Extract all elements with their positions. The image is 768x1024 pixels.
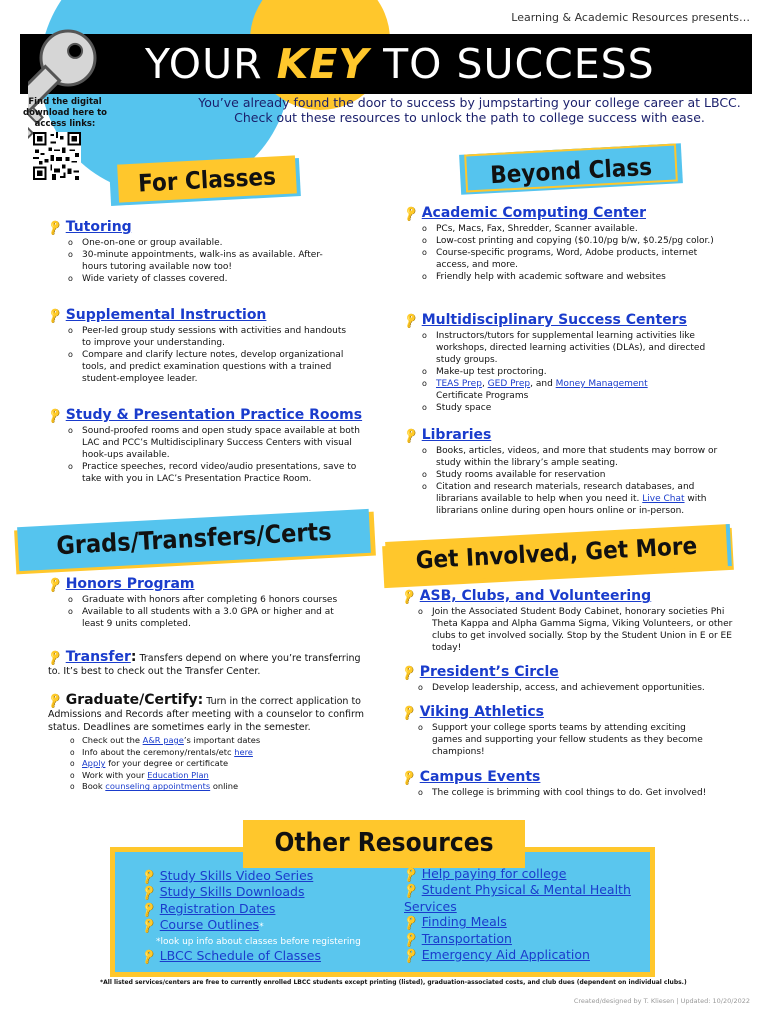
credit-line: Created/designed by T. Kliesen | Updated: 10/20/2022	[573, 997, 750, 1005]
key-bullet-icon: 🔑	[401, 930, 420, 949]
section-header-grads: Grads/Transfers/Certs	[17, 509, 371, 571]
key-bullet-icon: 🔑	[401, 881, 420, 900]
list-item: o Info about the ceremony/rentals/etc here	[68, 747, 368, 759]
ceremony-here-link[interactable]: here	[234, 746, 253, 757]
key-bullet-icon: 🔑	[45, 648, 65, 667]
libraries-block	[401, 424, 744, 517]
list-item: o Books, articles, videos, and more that students may borrow or study within the library’s ample seating.	[420, 445, 720, 469]
find-digital-download: Find the digital download here to access links:	[23, 97, 107, 129]
list-item: o Join the Associated Student Body Cabinet, honorary societies Phi Theta Kappa and Alpha Gamma Sigma, Viking Volunteers, or other clubs to get involved socially. Stop by the Student Union in E or EE today!	[416, 606, 736, 654]
key-bullet-icon: 🔑	[45, 218, 65, 237]
honors-program-link[interactable]: Honors Program	[65, 576, 195, 592]
transfer-link[interactable]: Transfer	[65, 649, 131, 665]
tutoring-block	[45, 216, 348, 285]
list-item: o One-on-one or group available.	[66, 237, 348, 249]
list-item: o Make-up test proctoring.	[420, 366, 720, 378]
acc-block	[401, 202, 734, 283]
ged-prep-link[interactable]: GED Prep	[487, 379, 531, 389]
course-outlines-link[interactable]: Course Outlines	[159, 917, 260, 933]
list-item: o Course-specific programs, Word, Adobe products, internet access, and more.	[420, 247, 720, 271]
key-bullet-icon: 🔑	[139, 900, 158, 919]
list-item: o Work with your Education Plan	[68, 770, 368, 782]
list-item: o Practice speeches, record video/audio presentations, save to take with you in LAC’s Presentation Practice Room.	[66, 461, 366, 485]
footer-note: *All listed services/centers are free to currently enrolled LBCC students except printing (listed), graduation-associated costs, and club dues (dependent on individual clubs.)	[100, 979, 687, 986]
list-item: o Study space	[420, 402, 720, 414]
transfer-block: 🔑 Transfer: Transfers depend on where you’re transferring to. It’s best to check out the Transfer Center.	[45, 648, 361, 677]
list-item: o PCs, Macs, Fax, Shredder, Scanner available.	[420, 223, 720, 235]
list-item: o Check out the A&R page’s important dates	[68, 735, 368, 747]
campus-events-link[interactable]: Campus Events	[419, 769, 541, 785]
graduate-certify-title: Graduate/Certify:	[65, 692, 204, 708]
academic-computing-center-link[interactable]: Academic Computing Center	[421, 205, 647, 221]
ar-page-link[interactable]: A&R page	[142, 735, 184, 745]
registration-note: *look up info about classes before registering	[156, 936, 361, 947]
list-item: o Develop leadership, access, and achievement opportunities.	[416, 682, 736, 694]
qr-code[interactable]	[32, 132, 82, 180]
list-item: o The college is brimming with cool things to do. Get involved!	[416, 787, 736, 799]
key-bullet-icon: 🔑	[401, 311, 421, 330]
finding-meals-link[interactable]: Finding Meals	[421, 914, 507, 930]
supplemental-instruction-link[interactable]: Supplemental Instruction	[65, 307, 267, 323]
physical-mental-health-link[interactable]: Student Physical & Mental Health Services	[404, 882, 631, 914]
study-rooms-block	[45, 404, 378, 485]
asb-clubs-link[interactable]: ASB, Clubs, and Volunteering	[419, 588, 652, 604]
list-item: o Citation and research materials, research databases, and librarians available to help when you need it. Live Chat with librarians online during open hours online or in-person.	[420, 481, 720, 517]
list-item: o Book counseling appointments online	[68, 781, 368, 793]
live-chat-link[interactable]: Live Chat	[642, 494, 685, 504]
list-item: o 30-minute appointments, walk-ins as available. After-hours tutoring available now too!	[66, 249, 348, 273]
presidents-circle-link[interactable]: President’s Circle	[419, 664, 559, 680]
page-title: YOUR KEY TO SUCCESS	[145, 40, 655, 88]
list-item: o TEAS Prep, GED Prep, and Money Management Certificate Programs	[420, 378, 720, 402]
list-item: o Low-cost printing and copying ($0.10/pg b/w, $0.25/pg color.)	[420, 235, 720, 247]
key-bullet-icon: 🔑	[401, 913, 420, 932]
other-resources-left: 🔑 Study Skills Video Series 🔑 Study Skills Downloads 🔑 Registration Dates 🔑 Course Outlines* *look up info about classes before registering 🔑 LBCC Schedule of Classes	[142, 868, 382, 964]
list-item: o Peer-led group study sessions with activities and handouts to improve your understanding.	[66, 325, 348, 349]
section-header-get-involved: Get Involved, Get More	[385, 524, 732, 584]
section-header-beyond-class: Beyond Class	[464, 143, 678, 192]
key-bullet-icon: 🔑	[399, 768, 419, 787]
intro-text: You’ve already found the door to success by jumpstarting your college career at LBCC. Check out these resources to unlock the path to college success with ease.	[198, 95, 741, 125]
money-management-link[interactable]: Money Management	[555, 379, 648, 389]
tutoring-link[interactable]: Tutoring	[65, 219, 132, 235]
section-header-for-classes: For Classes	[117, 155, 297, 202]
study-skills-downloads-link[interactable]: Study Skills Downloads	[159, 884, 305, 900]
key-bullet-icon: 🔑	[45, 575, 65, 594]
key-bullet-icon: 🔑	[401, 204, 421, 223]
key-bullet-icon: 🔑	[399, 703, 419, 722]
list-item: o Graduate with honors after completing 6 honors courses	[66, 594, 356, 606]
list-item: o Apply for your degree or certificate	[68, 758, 368, 770]
key-bullet-icon: 🔑	[401, 865, 420, 884]
list-item: o Study rooms available for reservation	[420, 469, 720, 481]
viking-athletics-link[interactable]: Viking Athletics	[419, 704, 544, 720]
list-item: o Support your college sports teams by attending exciting games and supporting your fellow students as they become champions!	[416, 722, 716, 758]
transportation-link[interactable]: Transportation	[421, 930, 512, 946]
emergency-aid-link[interactable]: Emergency Aid Application	[421, 947, 590, 963]
counseling-appointments-link[interactable]: counseling appointments	[105, 781, 211, 792]
msc-block	[401, 309, 744, 414]
key-bullet-icon: 🔑	[401, 426, 421, 445]
registration-dates-link[interactable]: Registration Dates	[159, 900, 276, 916]
supplemental-instruction-block	[45, 304, 348, 385]
teas-prep-link[interactable]: TEAS Prep	[436, 379, 482, 389]
key-bullet-icon: 🔑	[139, 947, 158, 966]
multidisciplinary-success-centers-link[interactable]: Multidisciplinary Success Centers	[421, 312, 687, 328]
list-item: o Friendly help with academic software and websites	[420, 271, 720, 283]
key-bullet-icon: 🔑	[139, 883, 158, 902]
list-item: o Wide variety of classes covered.	[66, 273, 348, 285]
key-bullet-icon: 🔑	[45, 406, 65, 425]
presidents-circle-block	[399, 661, 747, 694]
key-bullet-icon: 🔑	[139, 916, 158, 935]
other-resources-right	[401, 865, 644, 965]
key-bullet-icon: 🔑	[139, 867, 158, 886]
section-header-other-resources: Other Resources	[243, 820, 525, 868]
key-bullet-icon: 🔑	[45, 691, 65, 710]
campus-events-block	[399, 766, 747, 799]
education-plan-link[interactable]: Education Plan	[147, 769, 209, 780]
key-bullet-icon: 🔑	[399, 587, 419, 606]
honors-block	[45, 573, 368, 630]
apply-link[interactable]: Apply	[82, 758, 106, 769]
graduate-block: 🔑 Graduate/Certify: Turn in the correct application to Admissions and Records after meeting with a counselor to confirm status. Deadlines are sometimes early in the semester. o Check out the A&R page’s important dates o Info about the ceremony/rentals/etc here o Apply for your degree or certificate o Work with your Education Plan o Book counseling appointments online	[48, 694, 368, 793]
key-bullet-icon: 🔑	[45, 306, 65, 325]
schedule-of-classes-link[interactable]: LBCC Schedule of Classes	[159, 947, 321, 963]
list-item: o Sound-proofed rooms and open study space available at both LAC and PCC’s Multidisciplinary Success Centers with visual hook-ups available.	[66, 425, 366, 461]
key-bullet-icon: 🔑	[401, 946, 420, 965]
study-rooms-link[interactable]: Study & Presentation Practice Rooms	[65, 407, 363, 423]
libraries-link[interactable]: Libraries	[421, 427, 492, 443]
viking-athletics-block	[399, 701, 747, 758]
help-paying-link[interactable]: Help paying for college	[421, 866, 567, 881]
key-bullet-icon: 🔑	[399, 663, 419, 682]
presenter-line: Learning & Academic Resources presents…	[511, 11, 750, 24]
list-item: o Compare and clarify lecture notes, develop organizational tools, and predict examination questions with a trained student-employee leader.	[66, 349, 348, 385]
asb-block	[399, 585, 747, 654]
list-item: o Available to all students with a 3.0 GPA or higher and at least 9 units completed.	[66, 606, 356, 630]
list-item: o Instructors/tutors for supplemental learning activities like workshops, directed learning activities (DLAs), and directed study groups.	[420, 330, 720, 366]
study-skills-video-link[interactable]: Study Skills Video Series	[159, 868, 314, 883]
